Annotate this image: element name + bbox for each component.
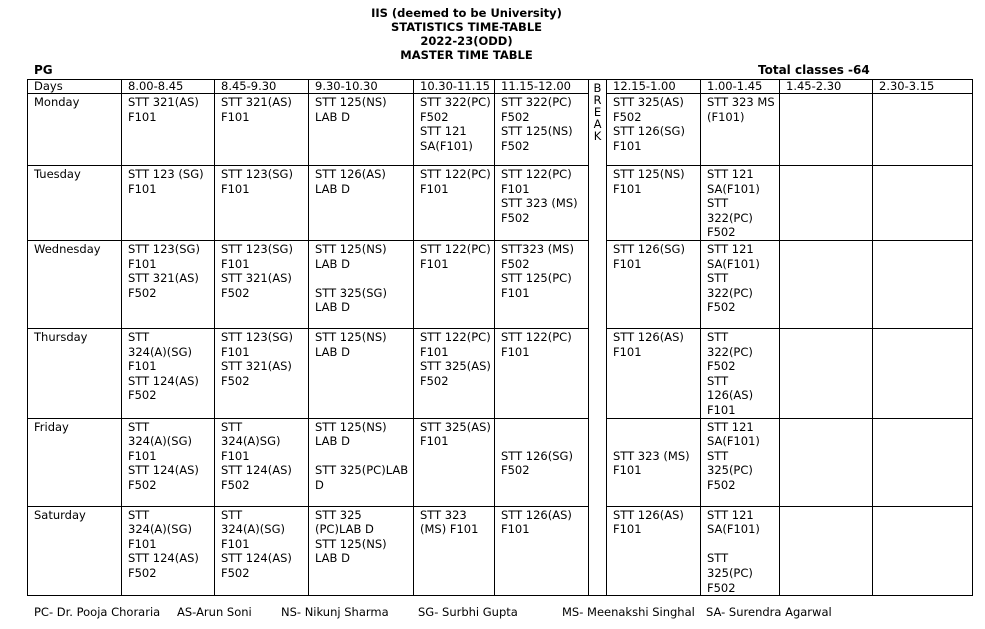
timetable-cell [701, 418, 780, 506]
slot-header: 2.30-3.15 [873, 80, 973, 94]
class-entry-line: F101 [128, 256, 157, 271]
day-row [28, 240, 973, 328]
timetable-cell [495, 418, 589, 506]
day-row [28, 166, 973, 241]
cell-spacer [315, 449, 413, 464]
class-entry-line: F101 [501, 181, 530, 196]
class-entry-line: F502 [501, 210, 530, 225]
timetable-cell [309, 328, 414, 418]
class-entry-line: (F101) [707, 109, 745, 124]
cell-spacer [501, 434, 588, 449]
class-entry-line: SA(F101) [707, 434, 760, 449]
class-entry-line: F502 [707, 225, 736, 240]
slot-header: 8.00-8.45 [122, 80, 215, 94]
timetable-cell [309, 166, 414, 241]
class-entry-line: STT 124(AS) [221, 463, 292, 478]
timetable-cell [701, 94, 780, 166]
cell-spacer [613, 434, 700, 449]
class-entry-line: LAB D [315, 181, 350, 196]
class-entry-line: STT 321(AS) [221, 95, 292, 109]
class-entry-line: STT [128, 419, 150, 434]
timetable-cell [873, 328, 973, 418]
class-entry-line: STT 125(NS) [315, 536, 387, 551]
class-entry-line: STT 323 (MS) [501, 196, 578, 211]
total-classes-label: Total classes -64 [758, 63, 870, 77]
class-entry-line: STT 121 [707, 241, 754, 256]
class-entry-line: STT 323 MS [707, 95, 775, 109]
class-entry-line: STT 122(PC) [501, 167, 572, 181]
timetable-cell [701, 240, 780, 328]
class-entry-line: STT 321(AS) [128, 271, 199, 286]
timetable-cell [495, 506, 589, 596]
class-entry-line: STT 126(AS) [501, 507, 572, 522]
timetable-cell [873, 166, 973, 241]
class-entry-line: STT 126(SG) [613, 124, 685, 139]
cell-spacer [315, 271, 413, 286]
class-entry-line: 322(PC) [707, 210, 753, 225]
timetable-cell [215, 240, 309, 328]
class-entry-line: F101 [420, 256, 449, 271]
class-entry-line: F101 [221, 256, 250, 271]
class-entry-line: STT 126(AS) [613, 507, 684, 522]
day-label: Friday [28, 418, 122, 506]
class-entry-line: 324(A)(SG) [221, 522, 285, 537]
class-entry-line: STT 325(PC)LAB [315, 463, 409, 478]
day-label: Saturday [28, 506, 122, 596]
slot-header: 12.15-1.00 [607, 80, 701, 94]
timetable-cell [780, 94, 873, 166]
class-entry-line: F101 [221, 536, 250, 551]
class-entry-line: STT 323 (MS) [613, 448, 690, 463]
timetable-cell [215, 166, 309, 241]
timetable-cell [495, 328, 589, 418]
class-entry-line: STT 321(AS) [221, 359, 292, 374]
class-entry-line: F101 [501, 285, 530, 300]
class-entry-line: 325(PC) [707, 565, 753, 580]
class-entry-line: F101 [613, 463, 642, 478]
timetable-cell [607, 94, 701, 166]
days-header: Days [28, 80, 122, 94]
class-entry-line: STT 126(SG) [613, 241, 685, 256]
timetable-cell [495, 240, 589, 328]
class-entry-line: F502 [128, 565, 157, 580]
class-entry-line: F101 [221, 181, 250, 196]
timetable-cell [607, 240, 701, 328]
class-entry-line: STT 325(AS) [613, 95, 684, 109]
class-entry-line: STT [707, 373, 729, 388]
timetable-cell [309, 94, 414, 166]
class-entry-line: F502 [420, 109, 449, 124]
class-entry-line: STT 124(AS) [128, 373, 199, 388]
class-entry-line: STT 125(PC) [501, 271, 572, 286]
class-entry-line: STT 125(NS) [315, 329, 387, 344]
class-entry-line: STT 122(PC) [420, 329, 491, 344]
class-entry-line: 324(A)(SG) [128, 434, 192, 449]
class-entry-line: STT [707, 196, 729, 211]
timetable-cell [607, 166, 701, 241]
break-letter: K [593, 129, 602, 143]
cell-spacer [707, 537, 779, 552]
cell-spacer [501, 420, 588, 435]
class-entry-line: LAB D [315, 300, 350, 315]
timetable-cell [780, 166, 873, 241]
class-entry-line: 324(A)(SG) [128, 344, 192, 359]
timetable-cell [873, 418, 973, 506]
class-entry-line: STT 323 [420, 507, 467, 522]
class-entry-line: (MS) F101 [420, 522, 479, 537]
timetable-cell [873, 94, 973, 166]
class-entry-line: STT [128, 507, 150, 522]
class-entry-line: SA(F101) [420, 138, 473, 153]
timetable-cell [414, 418, 495, 506]
timetable-cell [414, 94, 495, 166]
class-entry-line: STT 124(AS) [128, 463, 199, 478]
class-entry-line: F502 [707, 477, 736, 492]
timetable-cell [309, 240, 414, 328]
class-entry-line: LAB D [315, 109, 350, 124]
class-entry-line: F101 [221, 109, 250, 124]
timetable-cell [309, 506, 414, 596]
legend-item: AS-Arun Soni [177, 605, 252, 619]
timetable-cell [215, 506, 309, 596]
class-entry-line: STT 123 (SG) [128, 167, 204, 181]
class-entry-line: STT 121 [420, 124, 467, 139]
session-label: 2022-23(ODD) [420, 34, 513, 48]
class-entry-line: F101 [501, 522, 530, 537]
class-entry-line: STT [221, 507, 243, 522]
class-entry-line: F502 [707, 580, 736, 595]
class-entry-line: LAB D [315, 256, 350, 271]
class-entry-line: F502 [707, 300, 736, 315]
class-entry-line: STT 123(SG) [221, 241, 293, 256]
class-entry-line: STT 321(AS) [128, 95, 199, 109]
timetable-cell [780, 418, 873, 506]
class-entry-line: STT 321(AS) [221, 271, 292, 286]
class-entry-line: F502 [221, 565, 250, 580]
class-entry-line: SA(F101) [707, 522, 760, 537]
class-entry-line: STT [707, 551, 729, 566]
slot-header: 1.45-2.30 [780, 80, 873, 94]
break-letter: B [593, 81, 602, 95]
class-entry-line: LAB D [315, 551, 350, 566]
legend-item: SA- Surendra Agarwal [706, 605, 832, 619]
class-entry-line: STT [221, 419, 243, 434]
timetable-cell [873, 240, 973, 328]
class-entry-line: F502 [221, 477, 250, 492]
class-entry-line: STT 125(NS) [315, 241, 387, 256]
class-entry-line: F101 [128, 448, 157, 463]
class-entry-line: F101 [707, 402, 736, 417]
class-entry-line: F502 [128, 477, 157, 492]
class-entry-line: STT [707, 329, 729, 344]
class-entry-line: STT 125(NS) [501, 124, 573, 139]
timetable-cell [122, 94, 215, 166]
timetable-cell [780, 328, 873, 418]
class-entry-line: SA(F101) [707, 256, 760, 271]
break-column [589, 80, 607, 596]
day-label: Monday [28, 94, 122, 166]
slot-header: 8.45-9.30 [215, 80, 309, 94]
break-letter: A [593, 117, 602, 131]
class-entry-line: F101 [501, 344, 530, 359]
timetable-cell [122, 418, 215, 506]
timetable-cell [122, 506, 215, 596]
break-letter: R [593, 93, 602, 107]
timetable-cell [122, 328, 215, 418]
class-entry-line: 324(A)(SG) [128, 522, 192, 537]
class-entry-line: STT 325(AS) [420, 419, 491, 434]
class-entry-line: STT 126(AS) [613, 329, 684, 344]
legend-item: NS- Nikunj Sharma [281, 605, 389, 619]
legend-item: PC- Dr. Pooja Choraria [34, 605, 161, 619]
timetable-cell [414, 166, 495, 241]
class-entry-line: STT 125(NS) [315, 419, 387, 434]
timetable-cell [701, 166, 780, 241]
class-entry-line: STT 325(SG) [315, 285, 387, 300]
class-entry-line: F101 [613, 138, 642, 153]
program-label: PG [34, 63, 53, 77]
class-entry-line: D [315, 477, 324, 492]
cell-spacer [613, 420, 700, 435]
class-entry-line: F101 [128, 536, 157, 551]
day-label: Thursday [28, 328, 122, 418]
class-entry-line: F101 [128, 181, 157, 196]
class-entry-line: SA(F101) [707, 181, 760, 196]
timetable-cell [701, 506, 780, 596]
break-letter: E [593, 105, 602, 119]
timetable-cell [607, 506, 701, 596]
day-row [28, 328, 973, 418]
timetable-cell [495, 94, 589, 166]
class-entry-line: STT 123(SG) [128, 241, 200, 256]
timetable-cell [215, 418, 309, 506]
class-entry-line: STT 122(PC) [501, 329, 572, 344]
institution-title: IIS (deemed to be University) [371, 6, 562, 20]
timetable-cell [873, 506, 973, 596]
class-entry-line: STT 325 [315, 507, 362, 522]
header-row [28, 80, 973, 94]
class-entry-line: STT 121 [707, 419, 754, 434]
class-entry-line: STT 325(AS) [420, 359, 491, 374]
timetable-cell [780, 240, 873, 328]
day-label: Tuesday [28, 166, 122, 241]
timetable-cell [309, 418, 414, 506]
timetable-grid [27, 79, 973, 596]
class-entry-line: F101 [420, 344, 449, 359]
class-entry-line: STT323 (MS) [501, 241, 574, 256]
class-entry-line: STT 126(SG) [501, 448, 573, 463]
class-entry-line: F101 [221, 344, 250, 359]
legend-item: SG- Surbhi Gupta [418, 605, 518, 619]
timetable-cell [215, 94, 309, 166]
class-entry-line: 322(PC) [707, 285, 753, 300]
master-timetable-label: MASTER TIME TABLE [400, 48, 533, 62]
timetable-cell [122, 240, 215, 328]
class-entry-line: F101 [613, 181, 642, 196]
slot-header: 10.30-11.15 [414, 80, 495, 94]
timetable-cell [414, 506, 495, 596]
class-entry-line: F502 [221, 373, 250, 388]
class-entry-line: F502 [420, 373, 449, 388]
class-entry-line: STT 124(AS) [221, 551, 292, 566]
class-entry-line: F101 [420, 181, 449, 196]
timetable-cell [607, 328, 701, 418]
class-entry-line: F502 [707, 359, 736, 374]
day-row [28, 418, 973, 506]
timetable-cell [215, 328, 309, 418]
class-entry-line: STT 322(PC) [420, 95, 491, 109]
class-entry-line: F101 [128, 359, 157, 374]
timetable-cell [414, 240, 495, 328]
class-entry-line: STT 123(SG) [221, 329, 293, 344]
class-entry-line: STT 123(SG) [221, 167, 293, 181]
class-entry-line: F502 [501, 463, 530, 478]
class-entry-line: F502 [128, 285, 157, 300]
timetable-cell [495, 166, 589, 241]
day-row [28, 506, 973, 596]
timetable-cell [701, 328, 780, 418]
class-entry-line: STT [707, 271, 729, 286]
class-entry-line: F101 [613, 344, 642, 359]
class-entry-line: STT [128, 329, 150, 344]
class-entry-line: F101 [420, 434, 449, 449]
class-entry-line: STT 122(PC) [420, 167, 491, 181]
timetable-cell [414, 328, 495, 418]
slot-header: 9.30-10.30 [309, 80, 414, 94]
class-entry-line: STT 125(NS) [315, 95, 387, 109]
class-entry-line: F502 [128, 388, 157, 403]
legend-item: MS- Meenakshi Singhal [562, 605, 695, 619]
class-entry-line: F502 [221, 285, 250, 300]
class-entry-line: 126(AS) [707, 388, 754, 403]
class-entry-line: F101 [613, 522, 642, 537]
class-entry-line: LAB D [315, 434, 350, 449]
class-entry-line: F502 [501, 109, 530, 124]
slot-header: 1.00-1.45 [701, 80, 780, 94]
timetable-cell [122, 166, 215, 241]
class-entry-line: 324(A)SG) [221, 434, 281, 449]
class-entry-line: F101 [221, 448, 250, 463]
day-row [28, 94, 973, 166]
class-entry-line: 325(PC) [707, 463, 753, 478]
slot-header: 11.15-12.00 [495, 80, 589, 94]
class-entry-line: STT 121 [707, 167, 754, 181]
timetable-cell [607, 418, 701, 506]
timetable-title: STATISTICS TIME-TABLE [390, 20, 543, 34]
class-entry-line: STT 124(AS) [128, 551, 199, 566]
class-entry-line: F502 [501, 138, 530, 153]
class-entry-line: STT 125(NS) [613, 167, 685, 181]
class-entry-line: STT 121 [707, 507, 754, 522]
class-entry-line: (PC)LAB D [315, 522, 374, 537]
class-entry-line: STT 126(AS) [315, 167, 386, 181]
day-label: Wednesday [28, 240, 122, 328]
class-entry-line: 322(PC) [707, 344, 753, 359]
class-entry-line: STT [707, 448, 729, 463]
class-entry-line: F101 [613, 256, 642, 271]
timetable-cell [780, 506, 873, 596]
class-entry-line: F502 [501, 256, 530, 271]
class-entry-line: LAB D [315, 344, 350, 359]
class-entry-line: STT 322(PC) [501, 95, 572, 109]
class-entry-line: F101 [128, 109, 157, 124]
class-entry-line: F502 [613, 109, 642, 124]
class-entry-line: STT 122(PC) [420, 241, 491, 256]
